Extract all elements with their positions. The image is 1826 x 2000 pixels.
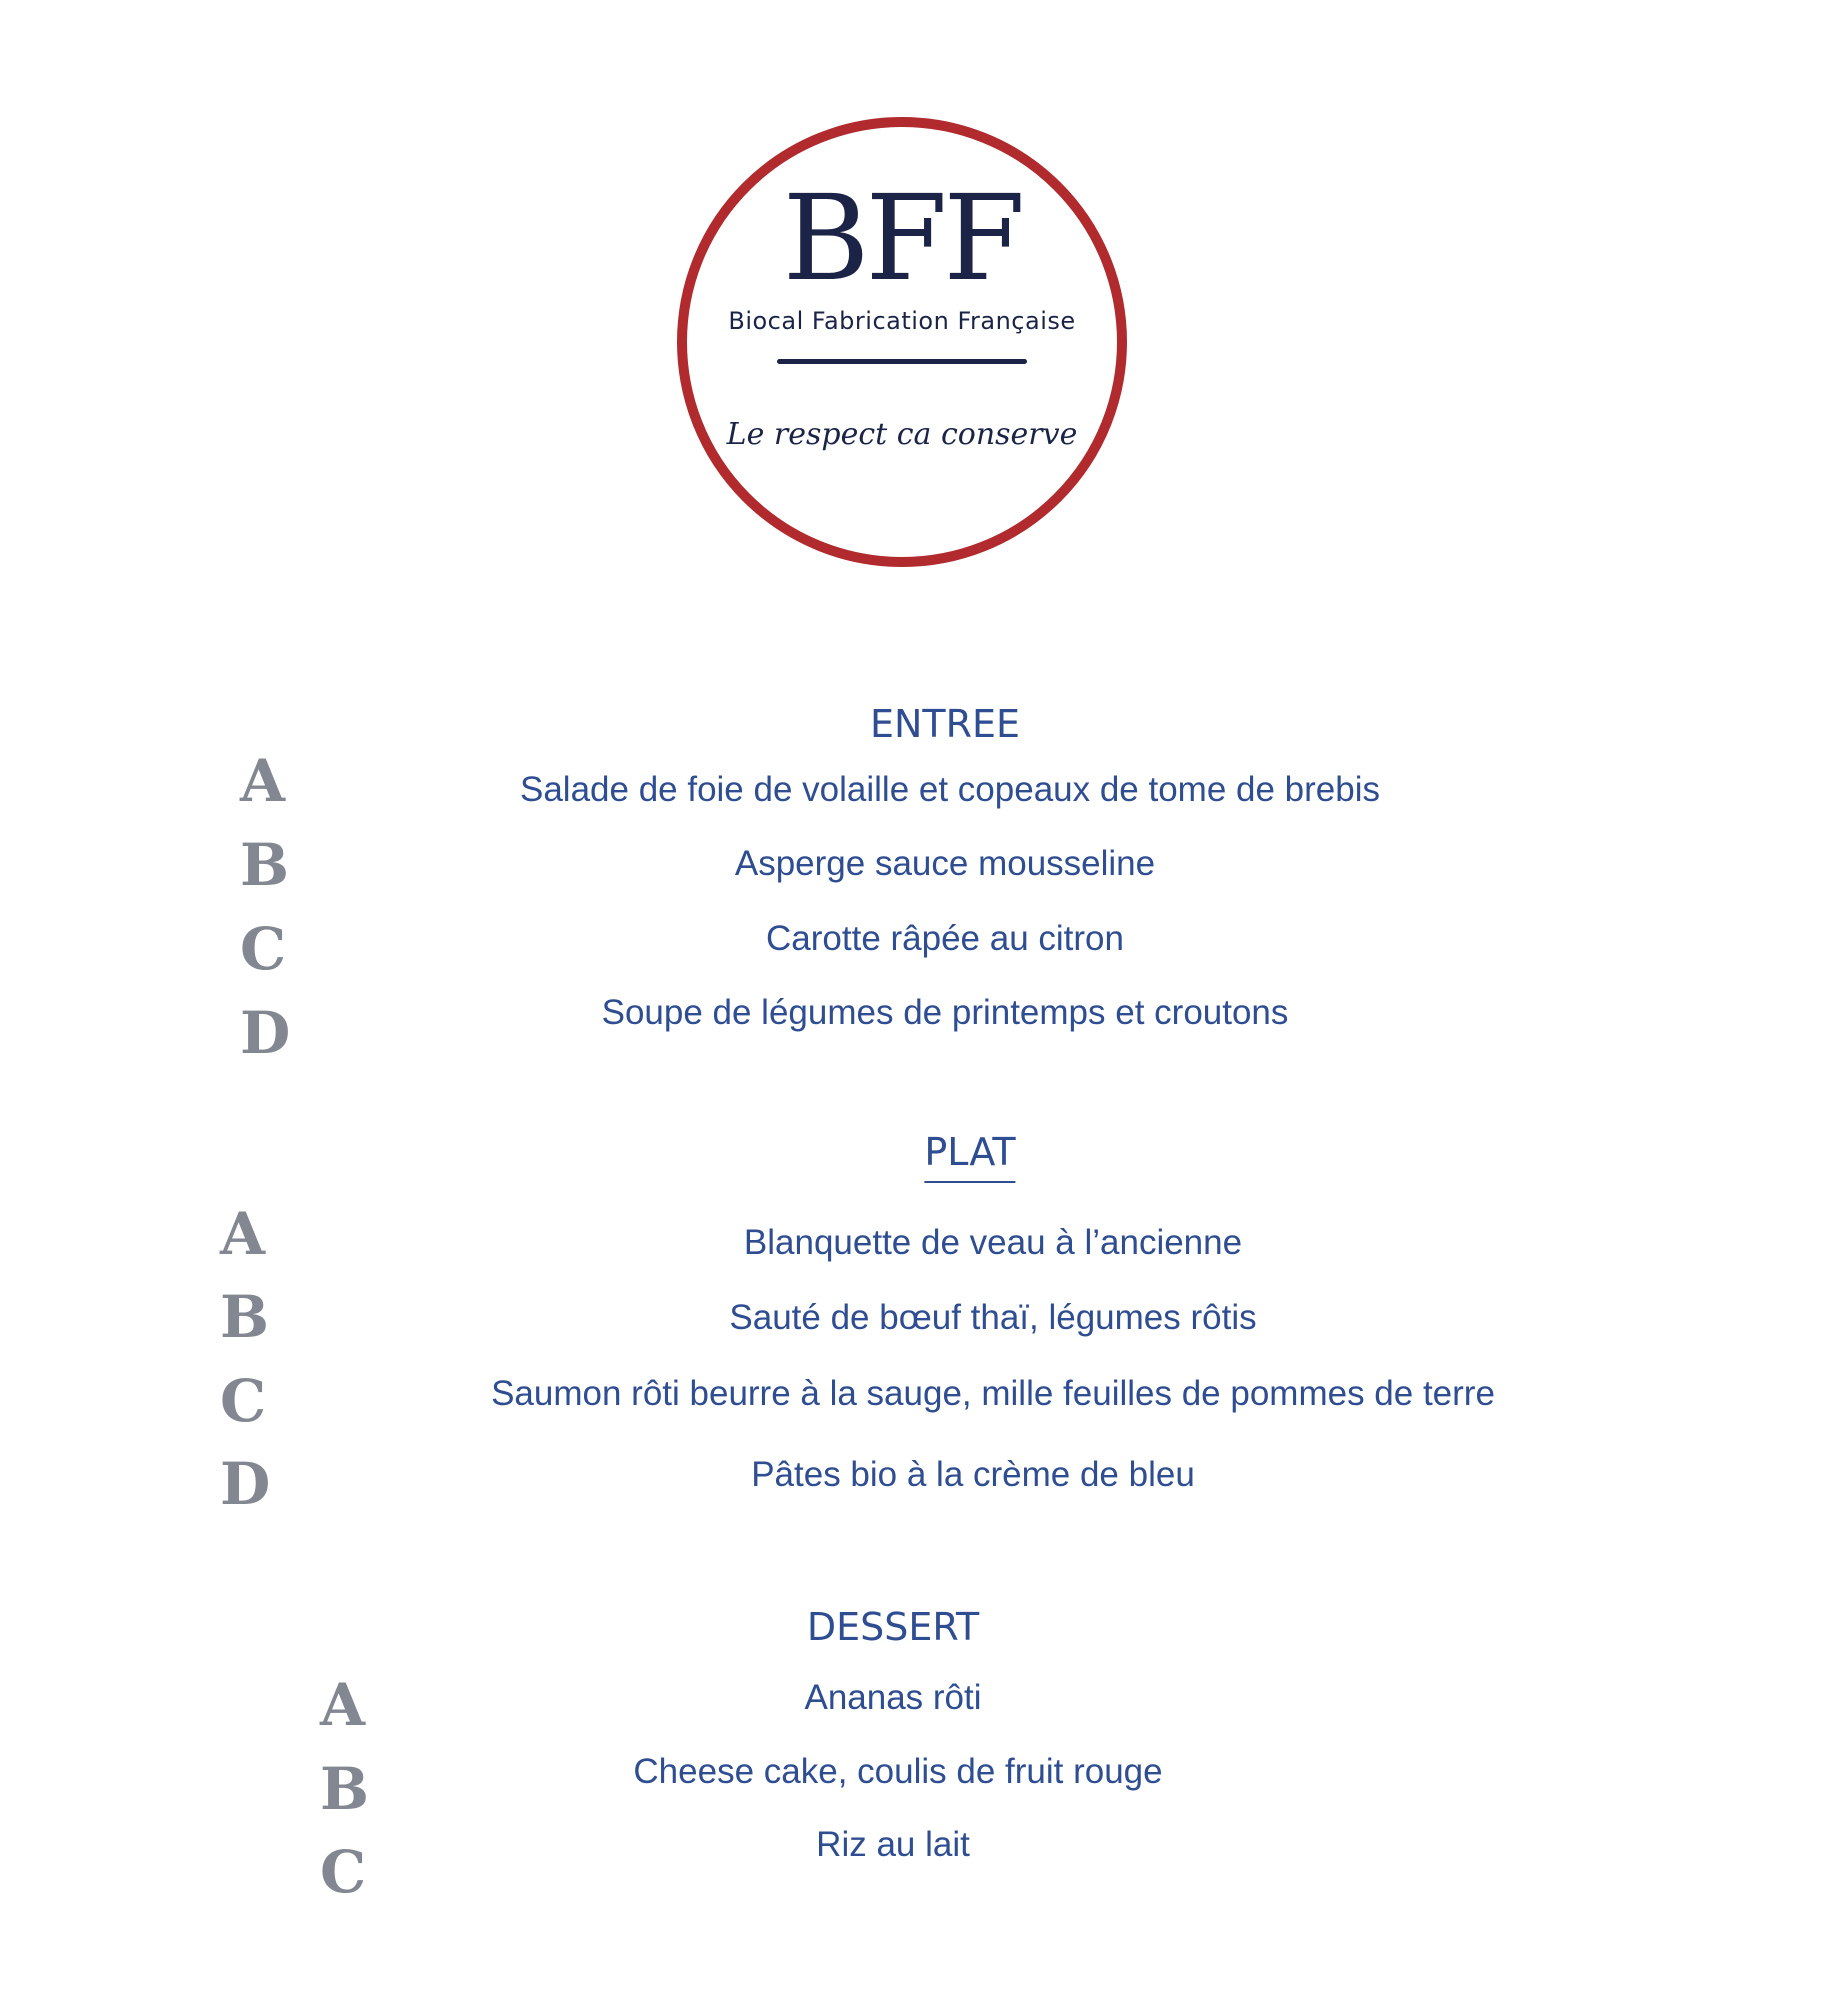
section-title-dessert: DESSERT bbox=[806, 1605, 980, 1649]
option-letter: A bbox=[220, 1200, 266, 1268]
option-letter: C bbox=[240, 915, 287, 983]
option-letter: B bbox=[220, 1283, 270, 1351]
menu-item: Cheese cake, coulis de fruit rouge bbox=[633, 1752, 1163, 1791]
menu-item: Saumon rôti beurre à la sauge, mille feuilles de pommes de terre bbox=[491, 1374, 1495, 1413]
menu-item: Soupe de légumes de printemps et croutons bbox=[601, 993, 1289, 1032]
section-title-plat: PLAT bbox=[924, 1133, 1015, 1183]
option-letter: B bbox=[320, 1755, 370, 1823]
option-letter: C bbox=[220, 1367, 267, 1435]
menu-item: Pâtes bio à la crème de bleu bbox=[751, 1455, 1195, 1494]
section-title-entree: ENTREE bbox=[869, 702, 1021, 746]
logo-slogan: Le respect ca conserve bbox=[726, 417, 1078, 452]
option-letter: A bbox=[320, 1671, 366, 1739]
option-letter: D bbox=[220, 1450, 271, 1518]
menu-item: Salade de foie de volaille et copeaux de tome de brebis bbox=[519, 770, 1381, 809]
menu-item: Carotte râpée au citron bbox=[766, 919, 1124, 958]
menu-item: Ananas rôti bbox=[804, 1678, 982, 1717]
logo-mark: BFF bbox=[782, 169, 1022, 307]
menu-item: Riz au lait bbox=[816, 1825, 970, 1864]
menu-item: Sauté de bœuf thaï, légumes rôtis bbox=[729, 1298, 1257, 1337]
option-letter: A bbox=[240, 747, 286, 815]
option-letter: B bbox=[240, 831, 290, 899]
logo-company-name: Biocal Fabrication Française bbox=[728, 307, 1076, 335]
option-letter: C bbox=[320, 1838, 367, 1906]
brand-logo bbox=[677, 117, 1127, 567]
menu-item: Asperge sauce mousseline bbox=[734, 844, 1156, 883]
logo-divider bbox=[777, 359, 1027, 364]
menu-item: Blanquette de veau à l’ancienne bbox=[743, 1223, 1243, 1262]
option-letter: D bbox=[240, 999, 291, 1067]
